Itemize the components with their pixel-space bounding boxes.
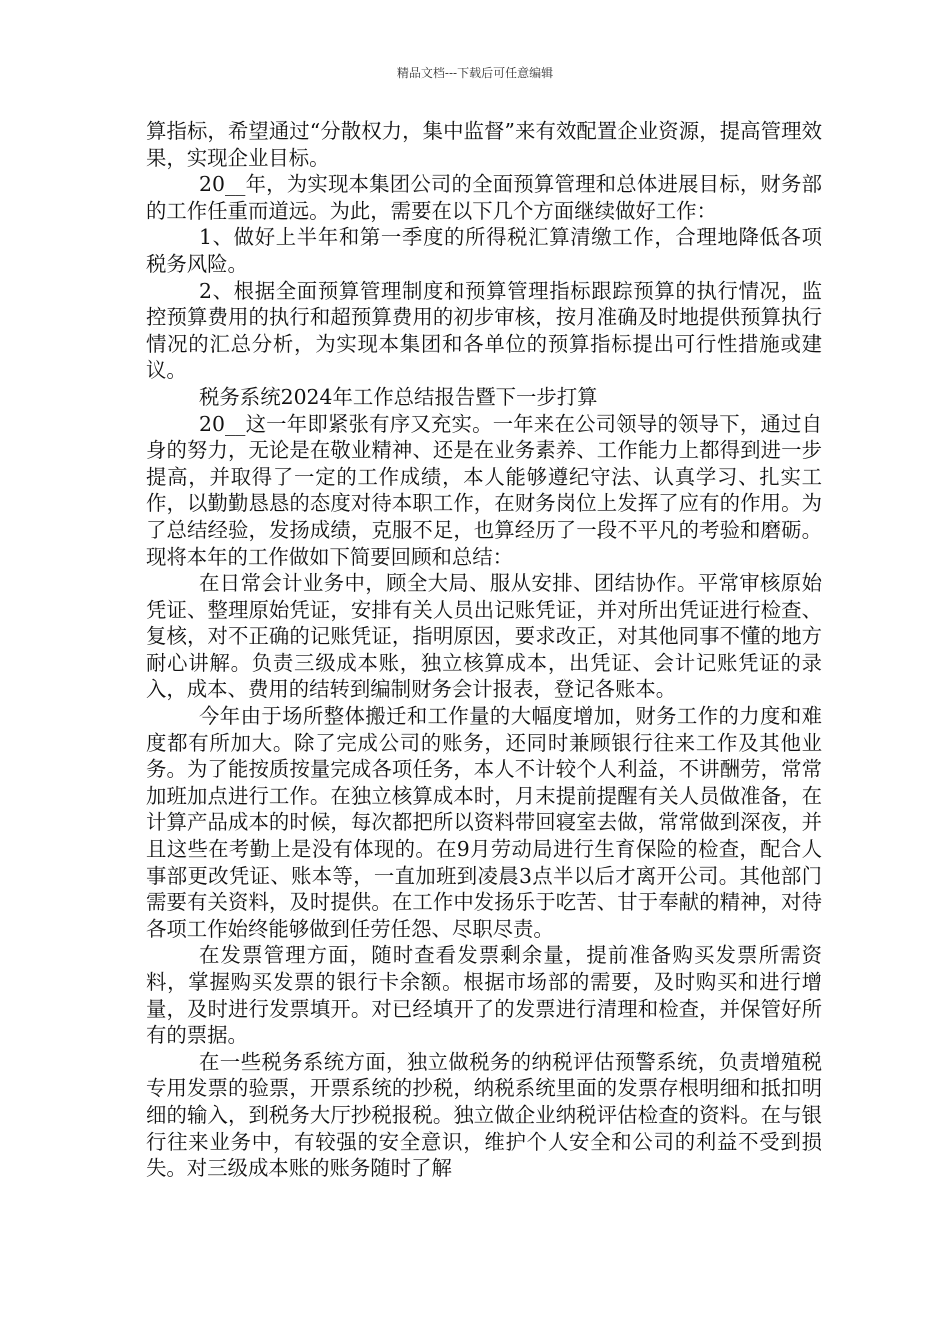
page-header: 精品文档---下载后可任意编辑 <box>396 66 554 80</box>
paragraph: 在日常会计业务中，顾全大局、服从安排、团结协作。平常审核原始凭证、整理原始凭证，安排有关人员出记账凭证，并对所出凭证进行检查、复核，对不正确的记账凭证，指明原因，要求改正，对其他同事不懂的地方耐心讲解。负责三级成本账，独立核算成本，出凭证、会计记账凭证的录入，成本、费用的结转到编制财务会计报表，登记各账本。 <box>146 571 822 702</box>
document-body <box>146 118 822 1182</box>
paragraph: 2、根据全面预算管理制度和预算管理指标跟踪预算的执行情况，监控预算费用的执行和超预算费用的初步审核，按月准确及时地提供预算执行情况的汇总分析，为实现本集团和各单位的预算指标提出可行性措施或建议。 <box>146 278 822 383</box>
paragraph: 算指标，希望通过“分散权力，集中监督”来有效配置企业资源，提高管理效果，实现企业目标。 <box>146 119 822 170</box>
paragraph: 1、做好上半年和第一季度的所得税汇算清缴工作，合理地降低各项税务风险。 <box>146 225 822 276</box>
paragraph: 20__年，为实现本集团公司的全面预算管理和总体进展目标，财务部的工作任重而道远。为此，需要在以下几个方面继续做好工作： <box>146 172 822 223</box>
paragraph: 在一些税务系统方面，独立做税务的纳税评估预警系统，负责增殖税专用发票的验票，开票系统的抄税，纳税系统里面的发票存根明细和抵扣明细的输入，到税务大厅抄税报税。独立做企业纳税评估检查的资料。在与银行往来业务中，有较强的安全意识，维护个人安全和公司的利益不受到损失。对三级成本账的账务随时了解 <box>146 1049 822 1181</box>
paragraph: 今年由于场所整体搬迁和工作量的大幅度增加，财务工作的力度和难度都有所加大。除了完成公司的账务，还同时兼顾银行往来工作及其他业务。为了能按质按量完成各项任务，本人不计较个人利益，不讲酬劳，常常加班加点进行工作。在独立核算成本时，月末提前提醒有关人员做准备，在计算产品成本的时候，每次都把所以资料带回寝室去做，常常做到深夜，并且这些在考勤上是没有体现的。在9月劳动局进行生育保险的检查，配合人事部更改凭证、账本等，一直加班到凌晨3点半以后才离开公司。其他部门需要有关资料，及时提供。在工作中发扬乐于吃苦、甘于奉献的精神，对待各项工作始终能够做到任劳任怨、尽职尽责。 <box>146 704 822 941</box>
paragraph: 在发票管理方面，随时查看发票剩余量，提前准备购买发票所需资料，掌握购买发票的银行卡余额。根据市场部的需要，及时购买和进行增量，及时进行发票填开。对已经填开了的发票进行清理和检查，并保管好所有的票据。 <box>146 943 822 1048</box>
paragraph: 税务系统2024年工作总结报告暨下一步打算 <box>199 384 598 409</box>
paragraph: 20__这一年即紧张有序又充实。一年来在公司领导的领导下，通过自身的努力，无论是在敬业精神、还是在业务素养、工作能力上都得到进一步提高，并取得了一定的工作成绩，本人能够遵纪守法、认真学习、扎实工作，以勤勤恳恳的态度对待本职工作，在财务岗位上发挥了应有的作用。为了总结经验，发扬成绩，克服不足，也算经历了一段不平凡的考验和磨砺。现将本年的工作做如下简要回顾和总结： <box>146 411 822 569</box>
